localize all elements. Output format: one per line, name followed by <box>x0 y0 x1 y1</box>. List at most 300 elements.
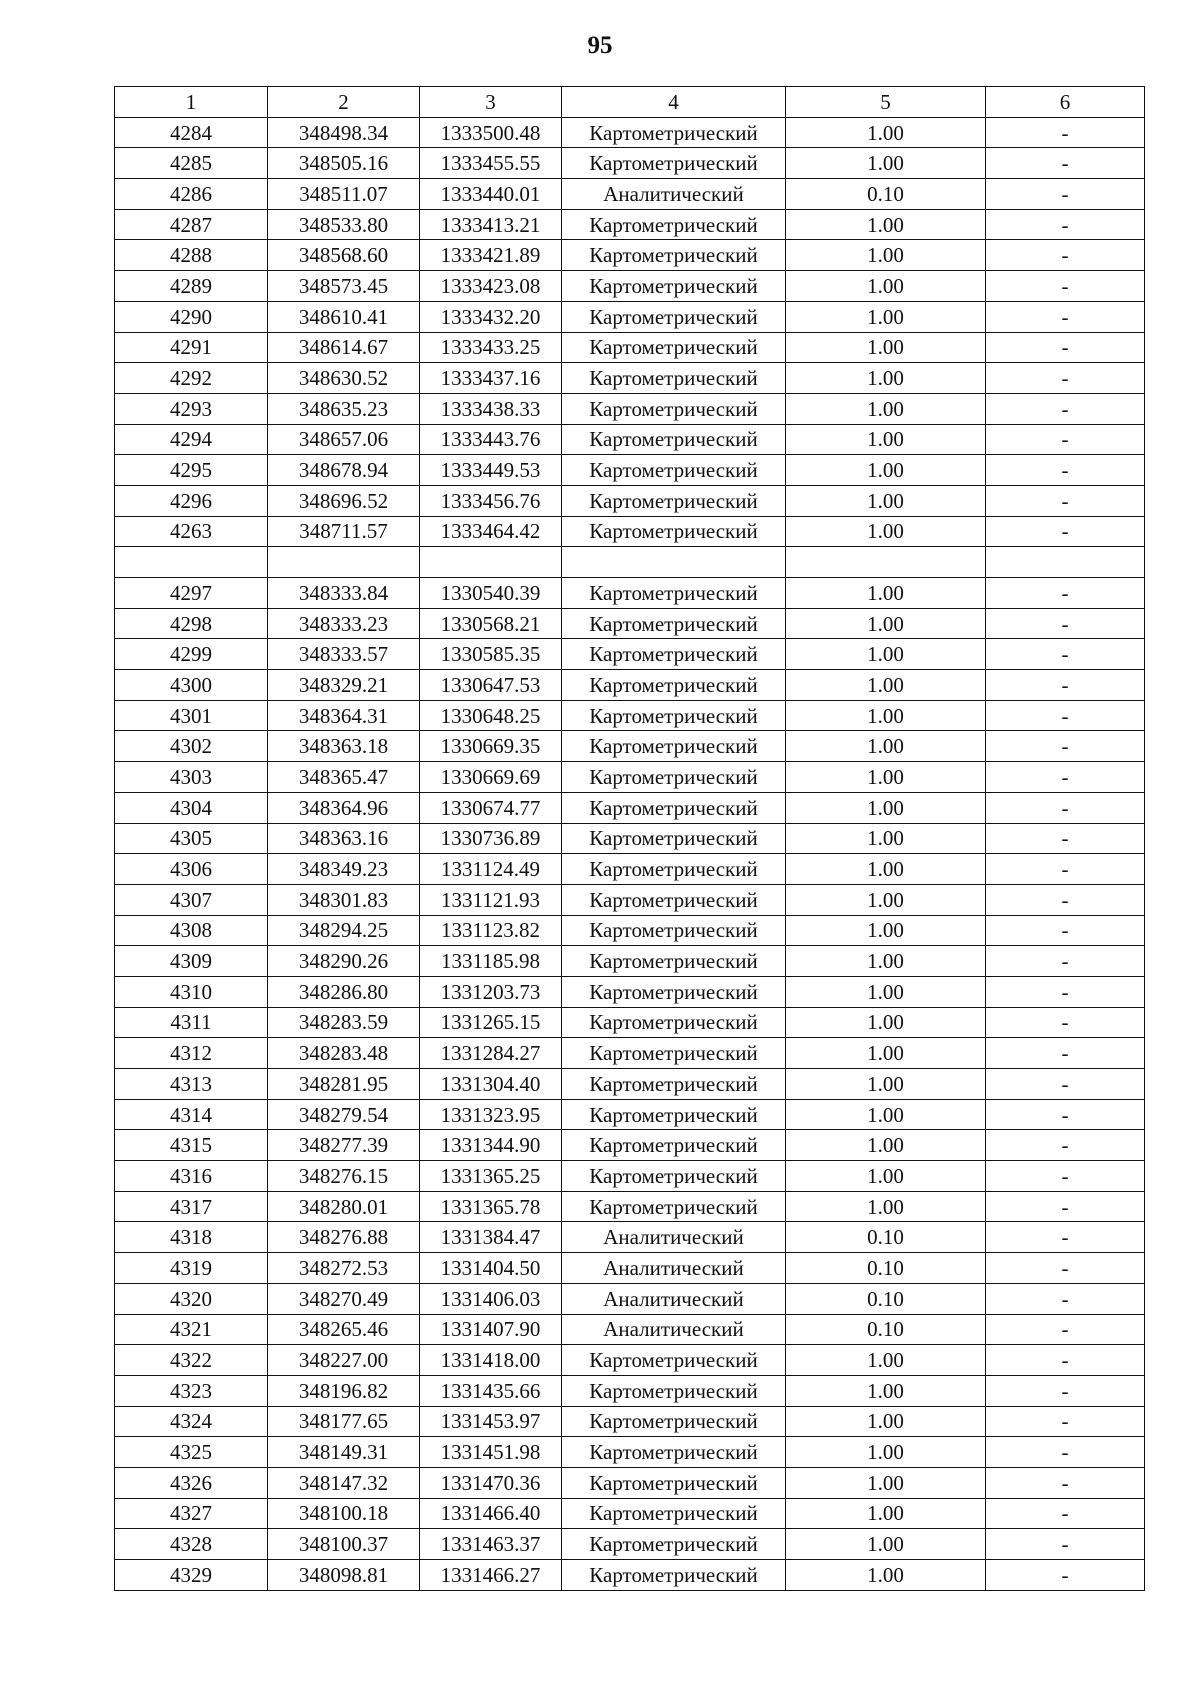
x-coordinate-cell: 348329.21 <box>268 670 420 701</box>
method-cell: Картометрический <box>562 271 786 302</box>
note-cell: - <box>986 117 1145 148</box>
x-coordinate-cell: 348276.15 <box>268 1161 420 1192</box>
method-cell: Картометрический <box>562 1498 786 1529</box>
x-coordinate-cell: 348100.37 <box>268 1529 420 1560</box>
x-coordinate-cell: 348511.07 <box>268 179 420 210</box>
point-number-cell: 4306 <box>115 854 268 885</box>
note-cell: - <box>986 1314 1145 1345</box>
table-row <box>115 762 1145 793</box>
method-cell: Картометрический <box>562 1345 786 1376</box>
y-coordinate-cell: 1333500.48 <box>420 117 562 148</box>
x-coordinate-cell: 348696.52 <box>268 485 420 516</box>
point-number-cell: 4304 <box>115 792 268 823</box>
method-cell: Картометрический <box>562 578 786 609</box>
note-cell: - <box>986 1069 1145 1100</box>
method-cell: Картометрический <box>562 608 786 639</box>
accuracy-cell: 1.00 <box>786 670 986 701</box>
note-cell: - <box>986 1283 1145 1314</box>
table-row <box>115 1467 1145 1498</box>
y-coordinate-cell: 1333432.20 <box>420 301 562 332</box>
point-number-cell: 4329 <box>115 1560 268 1591</box>
method-cell: Картометрический <box>562 700 786 731</box>
table-row <box>115 1314 1145 1345</box>
note-cell: - <box>986 946 1145 977</box>
y-coordinate-cell: 1331418.00 <box>420 1345 562 1376</box>
note-cell: - <box>986 179 1145 210</box>
accuracy-cell: 1.00 <box>786 1560 986 1591</box>
x-coordinate-cell: 348333.57 <box>268 639 420 670</box>
point-number-cell: 4320 <box>115 1283 268 1314</box>
x-coordinate-cell: 348149.31 <box>268 1437 420 1468</box>
note-cell: - <box>986 1345 1145 1376</box>
table-row <box>115 393 1145 424</box>
method-cell: Картометрический <box>562 332 786 363</box>
note-cell: - <box>986 1406 1145 1437</box>
x-coordinate-cell: 348614.67 <box>268 332 420 363</box>
table-row <box>115 1007 1145 1038</box>
accuracy-cell: 1.00 <box>786 731 986 762</box>
point-number-cell: 4294 <box>115 424 268 455</box>
x-coordinate-cell: 348498.34 <box>268 117 420 148</box>
y-coordinate-cell <box>420 547 562 578</box>
method-cell: Картометрический <box>562 915 786 946</box>
accuracy-cell: 1.00 <box>786 1038 986 1069</box>
accuracy-cell: 0.10 <box>786 1283 986 1314</box>
x-coordinate-cell: 348533.80 <box>268 209 420 240</box>
note-cell: - <box>986 455 1145 486</box>
table-row <box>115 915 1145 946</box>
method-cell: Картометрический <box>562 1161 786 1192</box>
table-row <box>115 792 1145 823</box>
y-coordinate-cell: 1330540.39 <box>420 578 562 609</box>
point-number-cell: 4292 <box>115 363 268 394</box>
point-number-cell: 4311 <box>115 1007 268 1038</box>
method-cell: Картометрический <box>562 1007 786 1038</box>
note-cell: - <box>986 915 1145 946</box>
accuracy-cell <box>786 547 986 578</box>
y-coordinate-cell: 1331323.95 <box>420 1099 562 1130</box>
point-number-cell: 4286 <box>115 179 268 210</box>
point-number-cell: 4312 <box>115 1038 268 1069</box>
method-cell: Картометрический <box>562 1560 786 1591</box>
method-cell: Картометрический <box>562 301 786 332</box>
note-cell: - <box>986 1437 1145 1468</box>
point-number-cell: 4313 <box>115 1069 268 1100</box>
point-number-cell: 4302 <box>115 731 268 762</box>
table-row <box>115 485 1145 516</box>
y-coordinate-cell: 1331203.73 <box>420 976 562 1007</box>
accuracy-cell: 1.00 <box>786 455 986 486</box>
accuracy-cell: 1.00 <box>786 1007 986 1038</box>
note-cell: - <box>986 1161 1145 1192</box>
note-cell: - <box>986 1529 1145 1560</box>
x-coordinate-cell: 348678.94 <box>268 455 420 486</box>
accuracy-cell: 1.00 <box>786 209 986 240</box>
x-coordinate-cell: 348363.18 <box>268 731 420 762</box>
table-row <box>115 240 1145 271</box>
note-cell: - <box>986 639 1145 670</box>
accuracy-cell: 1.00 <box>786 854 986 885</box>
y-coordinate-cell: 1333456.76 <box>420 485 562 516</box>
x-coordinate-cell: 348227.00 <box>268 1345 420 1376</box>
method-cell: Картометрический <box>562 1406 786 1437</box>
table-row <box>115 884 1145 915</box>
method-cell: Картометрический <box>562 240 786 271</box>
column-header-4: 4 <box>562 87 786 118</box>
note-cell: - <box>986 516 1145 547</box>
note-cell: - <box>986 485 1145 516</box>
accuracy-cell: 1.00 <box>786 946 986 977</box>
point-number-cell: 4288 <box>115 240 268 271</box>
note-cell: - <box>986 424 1145 455</box>
accuracy-cell: 1.00 <box>786 1099 986 1130</box>
point-number-cell: 4290 <box>115 301 268 332</box>
column-header-1: 1 <box>115 87 268 118</box>
note-cell: - <box>986 271 1145 302</box>
method-cell: Картометрический <box>562 1130 786 1161</box>
table-row <box>115 700 1145 731</box>
method-cell: Картометрический <box>562 854 786 885</box>
y-coordinate-cell: 1331406.03 <box>420 1283 562 1314</box>
method-cell: Картометрический <box>562 884 786 915</box>
table-row <box>115 1437 1145 1468</box>
method-cell: Картометрический <box>562 762 786 793</box>
note-cell: - <box>986 762 1145 793</box>
table-row <box>115 301 1145 332</box>
y-coordinate-cell: 1331466.27 <box>420 1560 562 1591</box>
y-coordinate-cell: 1331435.66 <box>420 1375 562 1406</box>
point-number-cell: 4322 <box>115 1345 268 1376</box>
method-cell: Картометрический <box>562 485 786 516</box>
y-coordinate-cell: 1331304.40 <box>420 1069 562 1100</box>
accuracy-cell: 1.00 <box>786 762 986 793</box>
y-coordinate-cell: 1331466.40 <box>420 1498 562 1529</box>
y-coordinate-cell: 1331265.15 <box>420 1007 562 1038</box>
table-row <box>115 332 1145 363</box>
y-coordinate-cell: 1333464.42 <box>420 516 562 547</box>
method-cell: Картометрический <box>562 792 786 823</box>
method-cell: Картометрический <box>562 1099 786 1130</box>
table-row <box>115 976 1145 1007</box>
method-cell: Картометрический <box>562 976 786 1007</box>
point-number-cell: 4303 <box>115 762 268 793</box>
x-coordinate-cell: 348147.32 <box>268 1467 420 1498</box>
accuracy-cell: 1.00 <box>786 639 986 670</box>
method-cell: Аналитический <box>562 179 786 210</box>
y-coordinate-cell: 1333433.25 <box>420 332 562 363</box>
note-cell: - <box>986 823 1145 854</box>
accuracy-cell: 1.00 <box>786 1375 986 1406</box>
x-coordinate-cell: 348365.47 <box>268 762 420 793</box>
y-coordinate-cell: 1330736.89 <box>420 823 562 854</box>
table-row <box>115 608 1145 639</box>
note-cell: - <box>986 792 1145 823</box>
accuracy-cell: 0.10 <box>786 1253 986 1284</box>
note-cell: - <box>986 608 1145 639</box>
point-number-cell: 4309 <box>115 946 268 977</box>
accuracy-cell: 1.00 <box>786 1406 986 1437</box>
accuracy-cell: 1.00 <box>786 1069 986 1100</box>
x-coordinate-cell: 348568.60 <box>268 240 420 271</box>
x-coordinate-cell: 348279.54 <box>268 1099 420 1130</box>
table-body <box>115 117 1145 1590</box>
point-number-cell: 4285 <box>115 148 268 179</box>
x-coordinate-cell: 348630.52 <box>268 363 420 394</box>
accuracy-cell: 1.00 <box>786 301 986 332</box>
table-row <box>115 148 1145 179</box>
table-row <box>115 1069 1145 1100</box>
point-number-cell: 4319 <box>115 1253 268 1284</box>
note-cell: - <box>986 209 1145 240</box>
x-coordinate-cell: 348333.23 <box>268 608 420 639</box>
table-row <box>115 946 1145 977</box>
accuracy-cell: 1.00 <box>786 271 986 302</box>
table-row-blank <box>115 547 1145 578</box>
y-coordinate-cell: 1330669.35 <box>420 731 562 762</box>
column-header-2: 2 <box>268 87 420 118</box>
y-coordinate-cell: 1333440.01 <box>420 179 562 210</box>
y-coordinate-cell: 1331407.90 <box>420 1314 562 1345</box>
method-cell: Картометрический <box>562 1038 786 1069</box>
x-coordinate-cell: 348276.88 <box>268 1222 420 1253</box>
point-number-cell: 4328 <box>115 1529 268 1560</box>
point-number-cell: 4317 <box>115 1191 268 1222</box>
x-coordinate-cell: 348270.49 <box>268 1283 420 1314</box>
point-number-cell: 4323 <box>115 1375 268 1406</box>
table-row <box>115 455 1145 486</box>
point-number-cell: 4316 <box>115 1161 268 1192</box>
method-cell: Картометрический <box>562 1069 786 1100</box>
method-cell: Картометрический <box>562 363 786 394</box>
table-row <box>115 639 1145 670</box>
accuracy-cell: 1.00 <box>786 332 986 363</box>
accuracy-cell: 1.00 <box>786 1191 986 1222</box>
note-cell: - <box>986 1498 1145 1529</box>
x-coordinate-cell: 348349.23 <box>268 854 420 885</box>
table-row <box>115 1253 1145 1284</box>
table-row <box>115 363 1145 394</box>
method-cell: Картометрический <box>562 424 786 455</box>
point-number-cell: 4298 <box>115 608 268 639</box>
y-coordinate-cell: 1331121.93 <box>420 884 562 915</box>
accuracy-cell: 1.00 <box>786 1161 986 1192</box>
x-coordinate-cell: 348635.23 <box>268 393 420 424</box>
table-row <box>115 578 1145 609</box>
point-number-cell: 4327 <box>115 1498 268 1529</box>
x-coordinate-cell: 348333.84 <box>268 578 420 609</box>
accuracy-cell: 1.00 <box>786 1345 986 1376</box>
table-row <box>115 1099 1145 1130</box>
table-row <box>115 209 1145 240</box>
table-row <box>115 1283 1145 1314</box>
method-cell: Картометрический <box>562 670 786 701</box>
y-coordinate-cell: 1331124.49 <box>420 854 562 885</box>
x-coordinate-cell: 348280.01 <box>268 1191 420 1222</box>
x-coordinate-cell: 348294.25 <box>268 915 420 946</box>
accuracy-cell: 1.00 <box>786 1498 986 1529</box>
method-cell: Картометрический <box>562 393 786 424</box>
table-row <box>115 1222 1145 1253</box>
note-cell: - <box>986 148 1145 179</box>
note-cell: - <box>986 1038 1145 1069</box>
note-cell: - <box>986 393 1145 424</box>
table-row <box>115 823 1145 854</box>
table-row <box>115 271 1145 302</box>
point-number-cell <box>115 547 268 578</box>
point-number-cell: 4296 <box>115 485 268 516</box>
accuracy-cell: 0.10 <box>786 179 986 210</box>
y-coordinate-cell: 1330647.53 <box>420 670 562 701</box>
accuracy-cell: 1.00 <box>786 240 986 271</box>
x-coordinate-cell: 348657.06 <box>268 424 420 455</box>
accuracy-cell: 1.00 <box>786 823 986 854</box>
accuracy-cell: 1.00 <box>786 1130 986 1161</box>
accuracy-cell: 1.00 <box>786 424 986 455</box>
method-cell: Картометрический <box>562 1529 786 1560</box>
point-number-cell: 4321 <box>115 1314 268 1345</box>
y-coordinate-cell: 1331470.36 <box>420 1467 562 1498</box>
y-coordinate-cell: 1330648.25 <box>420 700 562 731</box>
y-coordinate-cell: 1330568.21 <box>420 608 562 639</box>
y-coordinate-cell: 1331123.82 <box>420 915 562 946</box>
y-coordinate-cell: 1333413.21 <box>420 209 562 240</box>
table-row <box>115 1038 1145 1069</box>
y-coordinate-cell: 1333438.33 <box>420 393 562 424</box>
point-number-cell: 4299 <box>115 639 268 670</box>
method-cell: Картометрический <box>562 148 786 179</box>
x-coordinate-cell: 348283.59 <box>268 1007 420 1038</box>
note-cell: - <box>986 700 1145 731</box>
note-cell: - <box>986 1191 1145 1222</box>
accuracy-cell: 1.00 <box>786 393 986 424</box>
method-cell: Аналитический <box>562 1222 786 1253</box>
x-coordinate-cell: 348286.80 <box>268 976 420 1007</box>
accuracy-cell: 1.00 <box>786 1529 986 1560</box>
table-row <box>115 1191 1145 1222</box>
method-cell: Картометрический <box>562 1375 786 1406</box>
y-coordinate-cell: 1331365.78 <box>420 1191 562 1222</box>
accuracy-cell: 1.00 <box>786 485 986 516</box>
note-cell: - <box>986 240 1145 271</box>
x-coordinate-cell: 348283.48 <box>268 1038 420 1069</box>
accuracy-cell: 1.00 <box>786 792 986 823</box>
accuracy-cell: 1.00 <box>786 700 986 731</box>
table-row <box>115 117 1145 148</box>
note-cell: - <box>986 301 1145 332</box>
y-coordinate-cell: 1330585.35 <box>420 639 562 670</box>
method-cell: Картометрический <box>562 1437 786 1468</box>
table-row <box>115 1161 1145 1192</box>
method-cell: Картометрический <box>562 946 786 977</box>
y-coordinate-cell: 1331185.98 <box>420 946 562 977</box>
page-number: 95 <box>587 32 613 59</box>
note-cell: - <box>986 670 1145 701</box>
y-coordinate-cell: 1333449.53 <box>420 455 562 486</box>
note-cell: - <box>986 332 1145 363</box>
y-coordinate-cell: 1331453.97 <box>420 1406 562 1437</box>
point-number-cell: 4295 <box>115 455 268 486</box>
accuracy-cell: 1.00 <box>786 117 986 148</box>
point-number-cell: 4284 <box>115 117 268 148</box>
point-number-cell: 4307 <box>115 884 268 915</box>
table-header-row <box>115 87 1145 118</box>
y-coordinate-cell: 1333443.76 <box>420 424 562 455</box>
point-number-cell: 4287 <box>115 209 268 240</box>
accuracy-cell: 1.00 <box>786 516 986 547</box>
accuracy-cell: 0.10 <box>786 1222 986 1253</box>
note-cell: - <box>986 1099 1145 1130</box>
x-coordinate-cell: 348364.31 <box>268 700 420 731</box>
note-cell: - <box>986 884 1145 915</box>
accuracy-cell: 1.00 <box>786 915 986 946</box>
table-row <box>115 179 1145 210</box>
method-cell: Картометрический <box>562 516 786 547</box>
note-cell: - <box>986 731 1145 762</box>
x-coordinate-cell: 348100.18 <box>268 1498 420 1529</box>
x-coordinate-cell: 348505.16 <box>268 148 420 179</box>
note-cell: - <box>986 1222 1145 1253</box>
method-cell: Аналитический <box>562 1253 786 1284</box>
x-coordinate-cell: 348196.82 <box>268 1375 420 1406</box>
table-row <box>115 1406 1145 1437</box>
x-coordinate-cell: 348711.57 <box>268 516 420 547</box>
note-cell: - <box>986 854 1145 885</box>
point-number-cell: 4293 <box>115 393 268 424</box>
method-cell: Аналитический <box>562 1314 786 1345</box>
accuracy-cell: 0.10 <box>786 1314 986 1345</box>
note-cell: - <box>986 1560 1145 1591</box>
method-cell: Картометрический <box>562 117 786 148</box>
note-cell: - <box>986 363 1145 394</box>
x-coordinate-cell: 348272.53 <box>268 1253 420 1284</box>
y-coordinate-cell: 1330674.77 <box>420 792 562 823</box>
x-coordinate-cell: 348177.65 <box>268 1406 420 1437</box>
y-coordinate-cell: 1333455.55 <box>420 148 562 179</box>
accuracy-cell: 1.00 <box>786 1437 986 1468</box>
y-coordinate-cell: 1333421.89 <box>420 240 562 271</box>
table-row <box>115 1345 1145 1376</box>
x-coordinate-cell: 348301.83 <box>268 884 420 915</box>
accuracy-cell: 1.00 <box>786 148 986 179</box>
method-cell: Картометрический <box>562 731 786 762</box>
table-row <box>115 731 1145 762</box>
accuracy-cell: 1.00 <box>786 884 986 915</box>
method-cell: Картометрический <box>562 455 786 486</box>
x-coordinate-cell: 348281.95 <box>268 1069 420 1100</box>
accuracy-cell: 1.00 <box>786 976 986 1007</box>
point-number-cell: 4263 <box>115 516 268 547</box>
note-cell: - <box>986 976 1145 1007</box>
note-cell: - <box>986 578 1145 609</box>
y-coordinate-cell: 1333423.08 <box>420 271 562 302</box>
note-cell: - <box>986 1007 1145 1038</box>
x-coordinate-cell <box>268 547 420 578</box>
column-header-5: 5 <box>786 87 986 118</box>
point-number-cell: 4308 <box>115 915 268 946</box>
table-row <box>115 1130 1145 1161</box>
method-cell: Картометрический <box>562 823 786 854</box>
table-row <box>115 1529 1145 1560</box>
coordinates-table <box>114 86 1145 1591</box>
y-coordinate-cell: 1330669.69 <box>420 762 562 793</box>
point-number-cell: 4291 <box>115 332 268 363</box>
x-coordinate-cell: 348098.81 <box>268 1560 420 1591</box>
note-cell: - <box>986 1130 1145 1161</box>
point-number-cell: 4301 <box>115 700 268 731</box>
y-coordinate-cell: 1331384.47 <box>420 1222 562 1253</box>
y-coordinate-cell: 1331404.50 <box>420 1253 562 1284</box>
x-coordinate-cell: 348363.16 <box>268 823 420 854</box>
